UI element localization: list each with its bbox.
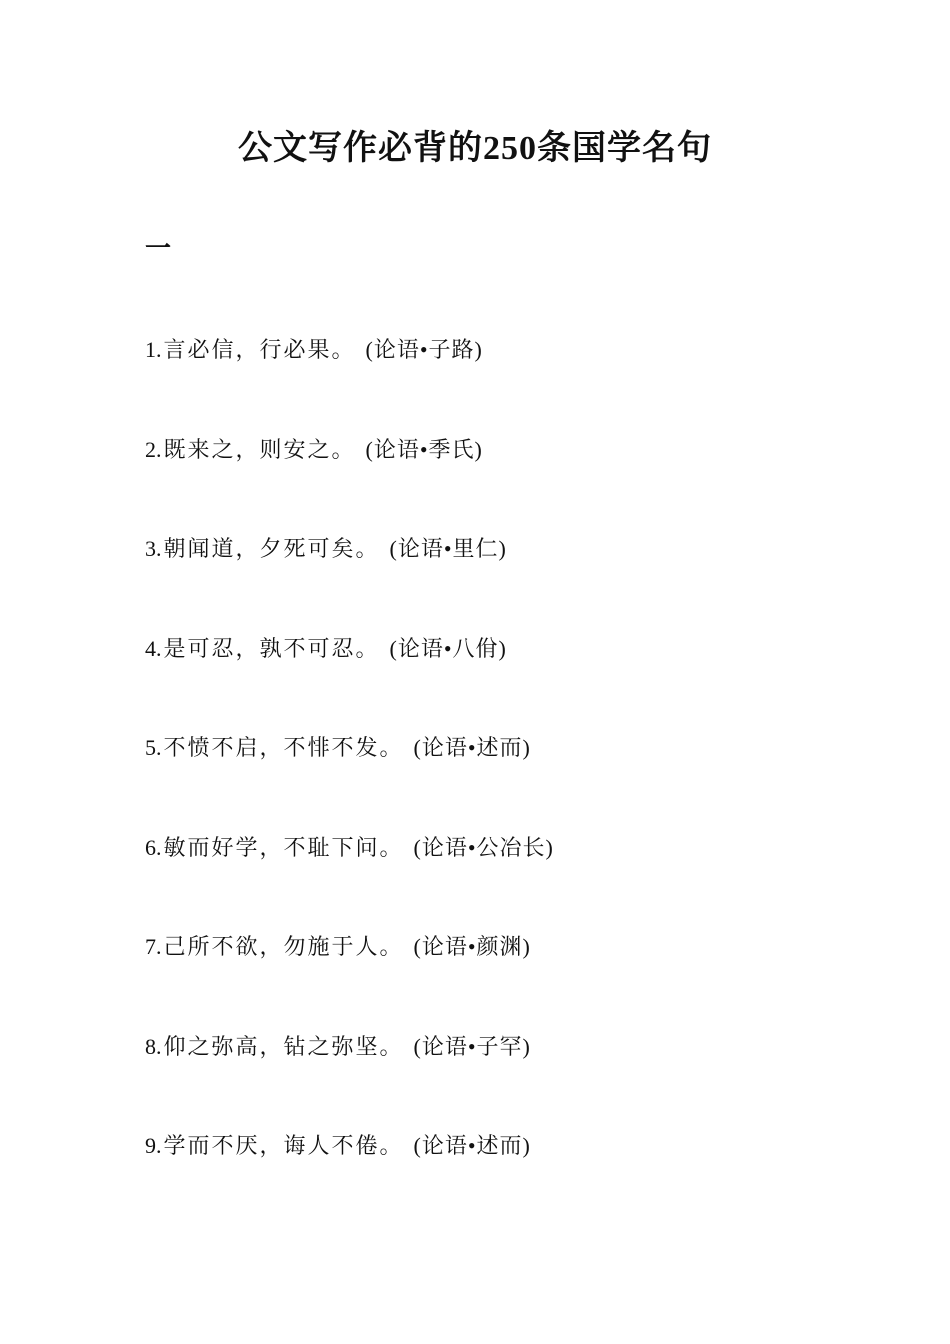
quote-source: (论语•述而) <box>413 1133 531 1158</box>
quote-item <box>145 1126 554 1226</box>
quote-text: 朝闻道，夕死可矣。 <box>163 536 380 561</box>
quote-item <box>145 927 554 1027</box>
quote-text: 言必信，行必果。 <box>163 337 356 362</box>
quote-list <box>145 330 554 1226</box>
quote-number: 8. <box>145 1033 162 1059</box>
quote-item <box>145 728 554 828</box>
quote-number: 1. <box>145 337 162 362</box>
quote-text: 是可忍，孰不可忍。 <box>163 635 380 661</box>
quote-source: (论语•子路) <box>365 337 483 362</box>
quote-number: 7. <box>145 934 162 959</box>
quote-item <box>145 430 554 530</box>
quote-source: (论语•季氏) <box>365 436 483 462</box>
quote-text: 既来之，则安之。 <box>163 436 356 462</box>
quote-number: 2. <box>145 436 162 462</box>
quote-number: 9. <box>145 1133 162 1158</box>
quote-source: (论语•子罕) <box>413 1033 531 1059</box>
quote-item <box>145 529 554 629</box>
quote-source: (论语•述而) <box>413 735 531 760</box>
quote-item <box>145 629 554 729</box>
quote-number: 3. <box>145 536 162 561</box>
quote-number: 5. <box>145 735 162 760</box>
quote-item <box>145 1027 554 1127</box>
quote-text: 敏而好学，不耻下问。 <box>163 834 404 860</box>
quote-item <box>145 330 554 430</box>
quote-number: 4. <box>145 635 162 661</box>
quote-source: (论语•颜渊) <box>413 934 531 959</box>
quote-source: (论语•公冶长) <box>413 834 554 860</box>
quote-source: (论语•八佾) <box>389 635 507 661</box>
quote-text: 仰之弥高，钻之弥坚。 <box>163 1033 404 1059</box>
document-title: 公文写作必背的250条国学名句 <box>238 130 712 167</box>
quote-text: 不愤不启，不悱不发。 <box>163 735 404 760</box>
quote-source: (论语•里仁) <box>389 536 507 561</box>
quote-text: 己所不欲，勿施于人。 <box>163 934 404 959</box>
quote-text: 学而不厌，诲人不倦。 <box>163 1133 404 1158</box>
quote-item <box>145 828 554 928</box>
section-heading: 一 <box>145 234 172 263</box>
quote-number: 6. <box>145 834 162 860</box>
